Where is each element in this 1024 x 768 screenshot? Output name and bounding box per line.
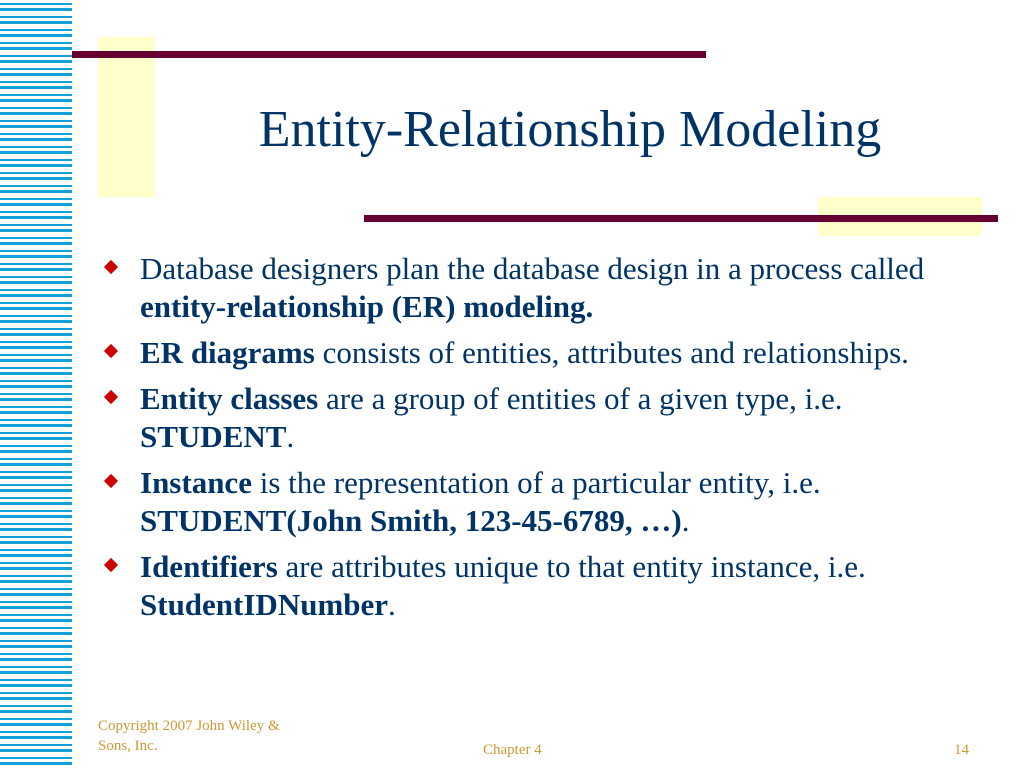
bullet-bold-term: Instance	[140, 465, 252, 500]
bullet-bold-term: StudentIDNumber	[140, 587, 389, 622]
title-bottom-rule	[364, 215, 998, 222]
bullet-item	[104, 464, 984, 540]
bullet-bold-term: Identifiers	[140, 549, 278, 584]
bullet-bold-term: STUDENT(John Smith, 123-45-6789, …)	[140, 503, 682, 538]
left-stripe-decoration	[0, 0, 72, 768]
footer-chapter: Chapter 4	[483, 742, 542, 758]
diamond-bullet-icon	[104, 344, 118, 358]
bullet-bold-term: STUDENT	[140, 419, 287, 454]
bullet-text: .	[681, 503, 690, 538]
bullet-bold-term: Entity classes	[140, 381, 319, 416]
bullet-text: are a group of entities of a given type, i.e.	[318, 381, 843, 416]
bullet-item	[104, 380, 984, 456]
bullet-text: are attributes unique to that entity instance, i.e.	[277, 549, 866, 584]
diamond-bullet-icon	[104, 474, 118, 488]
bullet-text: consists of entities, attributes and relationships.	[314, 335, 909, 370]
title-highlight-block	[98, 37, 155, 197]
footer-copyright: Copyright 2007 John Wiley & Sons, Inc.	[98, 718, 280, 754]
title-top-rule	[72, 51, 706, 58]
slide-title: Entity-Relationship Modeling	[258, 101, 882, 158]
bullet-item	[104, 250, 984, 326]
bullet-item	[104, 548, 984, 624]
diamond-bullet-icon	[104, 558, 118, 572]
footer-page-number: 14	[954, 742, 969, 758]
diamond-bullet-icon	[104, 260, 118, 274]
bullet-text: is the representation of a particular entity, i.e.	[251, 465, 821, 500]
bullet-text: Database designers plan the database design in a process called	[140, 251, 925, 286]
bullet-text: .	[286, 419, 295, 454]
bullet-text: .	[388, 587, 396, 622]
bullet-bold-term: ER diagrams	[140, 335, 315, 370]
bullet-item	[104, 334, 984, 372]
bullet-bold-term: entity-relationship (ER) modeling.	[140, 289, 594, 324]
bullet-list	[104, 250, 984, 632]
diamond-bullet-icon	[104, 390, 118, 404]
